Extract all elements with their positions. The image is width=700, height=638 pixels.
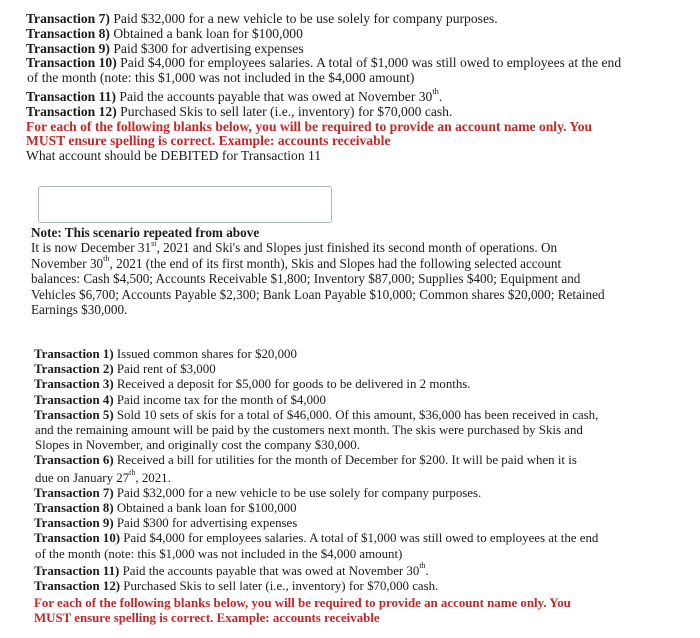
instruction-line-1: For each of the following blanks below, you will be required to provide an account name only. You xyxy=(34,596,571,611)
transactions-block-top xyxy=(26,12,621,164)
scenario-paragraph-line-3: balances: Cash $4,500; Accounts Receivable $1,800; Inventory $87,000; Supplies $400; Equipment and xyxy=(31,271,581,287)
transaction-7: Transaction 7) Paid $32,000 for a new vehicle to be use solely for company purposes. xyxy=(26,11,498,26)
transaction-10: Transaction 10) Paid $4,000 for employees salaries. A total of $1,000 was still owed to employees at the end xyxy=(34,531,599,546)
question-text: What account should be DEBITED for Transaction 11 xyxy=(26,148,322,164)
scenario-note: Note: This scenario repeated from above xyxy=(31,225,260,240)
transaction-10-continued: of the month (note: this $1,000 was not included in the $4,000 amount) xyxy=(27,70,415,86)
transaction-2: Transaction 2) Paid rent of $3,000 xyxy=(34,362,216,377)
instruction-line-2: MUST ensure spelling is correct. Example: accounts receivable xyxy=(34,611,380,626)
transaction-3: Transaction 3) Received a deposit for $5,000 for goods to be delivered in 2 months. xyxy=(34,377,471,392)
transaction-7: Transaction 7) Paid $32,000 for a new vehicle to be use solely for company purposes. xyxy=(34,485,482,500)
scenario-block xyxy=(31,225,605,317)
transaction-5-continued-1: and the remaining amount will be paid by the customers next month. The skis were purchased by Skis and xyxy=(35,423,583,438)
scenario-paragraph-line-5: Earnings $30,000. xyxy=(31,302,128,318)
transaction-10-continued: of the month (note: this $1,000 was not included in the $4,000 amount) xyxy=(35,546,403,561)
scenario-paragraph-line-4: Vehicles $6,700; Accounts Payable $2,300; Bank Loan Payable $10,000; Common shares $20,000; Retained xyxy=(31,286,605,302)
transaction-8: Transaction 8) Obtained a bank loan for $100,000 xyxy=(34,501,297,516)
transaction-9: Transaction 9) Paid $300 for advertising expenses xyxy=(34,516,298,531)
transaction-9: Transaction 9) Paid $300 for advertising expenses xyxy=(26,40,304,56)
transaction-5: Transaction 5) Sold 10 sets of skis for a total of $46,000. Of this amount, $36,000 has been received in cash, xyxy=(34,407,599,422)
transaction-5-continued-2: Slopes in November, and originally cost the company $30,000. xyxy=(35,438,360,453)
transaction-11: Transaction 11) Paid the accounts payable that was owed at November 30th. xyxy=(34,561,429,578)
transaction-12: Transaction 12) Purchased Skis to sell later (i.e., inventory) for $70,000 cash. xyxy=(34,579,439,594)
transaction-6-continued: due on January 27th, 2021. xyxy=(35,468,171,485)
scenario-paragraph-line-1: It is now December 31st, 2021 and Ski's and Slopes just finished its second month of operations. On xyxy=(31,238,558,256)
transaction-8: Transaction 8) Obtained a bank loan for $100,000 xyxy=(26,25,303,41)
transaction-10: Transaction 10) Paid $4,000 for employees salaries. A total of $1,000 was still owed to employees at the end xyxy=(26,55,622,71)
transactions-block-bottom xyxy=(34,347,598,627)
instruction-line-1: For each of the following blanks below, you will be required to provide an account name only. You xyxy=(26,118,593,134)
transaction-12: Transaction 12) Purchased Skis to sell later (i.e., inventory) for $70,000 cash. xyxy=(26,103,453,119)
transaction-11: Transaction 11) Paid the accounts payable that was owed at November 30th. xyxy=(26,86,443,104)
instruction-line-2: MUST ensure spelling is correct. Example: accounts receivable xyxy=(26,133,391,149)
transaction-6: Transaction 6) Received a bill for utilities for the month of December for $200. It will be paid when it is xyxy=(34,453,577,468)
answer-input[interactable] xyxy=(38,186,332,223)
scenario-paragraph-line-2: November 30th, 2021 (the end of its first month), Skis and Slopes had the following selected account xyxy=(31,254,562,271)
transaction-4: Transaction 4) Paid income tax for the month of $4,000 xyxy=(34,392,326,407)
transaction-1: Transaction 1) Issued common shares for $20,000 xyxy=(34,347,297,361)
